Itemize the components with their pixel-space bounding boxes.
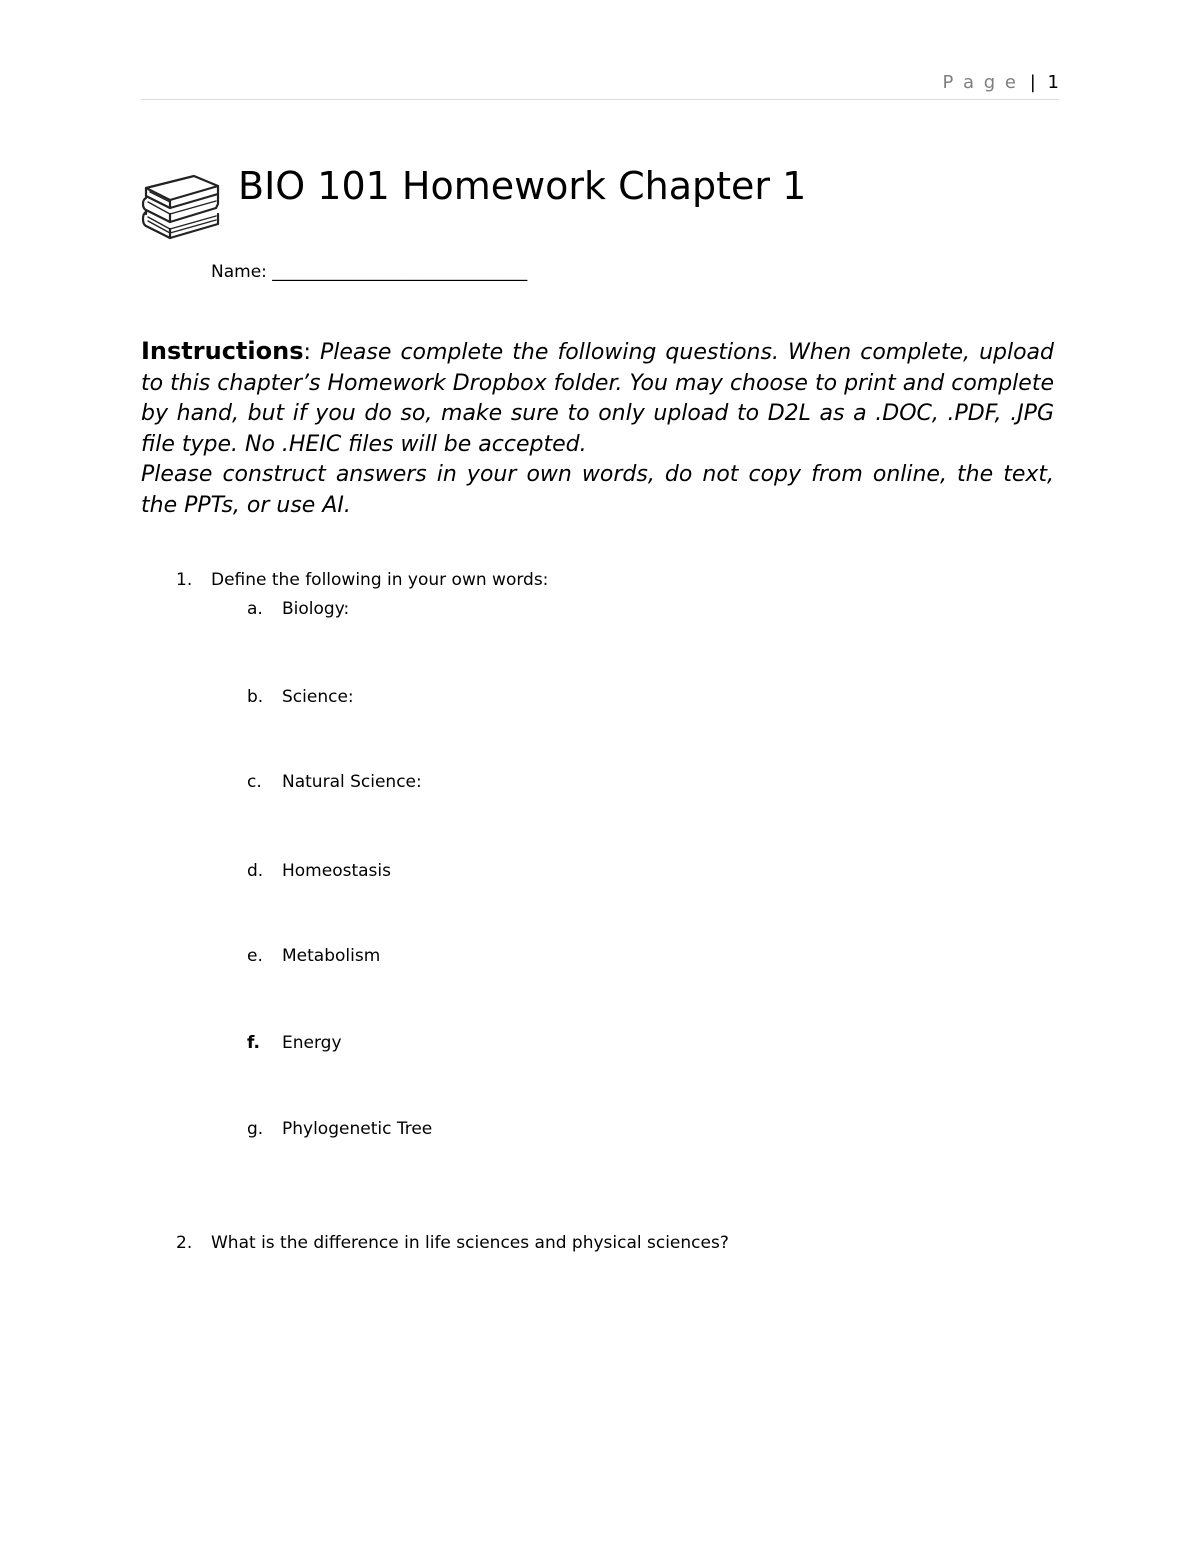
books-icon <box>140 168 222 242</box>
question-number: 2. <box>176 1233 193 1253</box>
item-term: Homeostasis <box>282 861 391 881</box>
instructions-text-1: Please complete the following questions. When complete, upload to this chapter’s Homework Dropbox folder. You may choose to print and complete by hand, but if you do so, make sure to only upload to D2L as a .DOC, .PDF, .JPG file type. No .HEIC files will be accepted. <box>141 340 1054 457</box>
header-rule <box>141 99 1059 100</box>
item-letter: e. <box>247 946 263 966</box>
item-term: Metabolism <box>282 946 381 966</box>
page-number: 1 <box>1047 72 1059 93</box>
item-letter: g. <box>247 1119 264 1139</box>
question-text: Define the following in your own words: <box>211 570 549 590</box>
item-term: Energy <box>282 1033 342 1053</box>
question-text: What is the difference in life sciences and physical sciences? <box>211 1233 729 1253</box>
question-number: 1. <box>176 570 193 590</box>
item-letter: b. <box>247 687 264 707</box>
item-letter: d. <box>247 861 264 881</box>
item-term: Science: <box>282 687 354 707</box>
item-term: Biology: <box>282 599 350 619</box>
item-letter: c. <box>247 772 262 792</box>
page-separator: | <box>1029 72 1036 93</box>
instructions-label: Instructions <box>141 337 304 365</box>
page-label: P a g e <box>942 72 1018 93</box>
document-title: BIO 101 Homework Chapter 1 <box>238 164 807 208</box>
instructions-paragraph-1 <box>141 336 1054 460</box>
name-field-line: Name: ______________________________ <box>211 262 528 282</box>
item-term: Phylogenetic Tree <box>282 1119 433 1139</box>
instructions-block <box>141 336 1054 521</box>
item-letter: f. <box>247 1033 260 1053</box>
instructions-colon: : <box>303 340 311 365</box>
instructions-text-2: Please construct answers in your own words, do not copy from online, the text, the PPTs, or use AI. <box>141 462 1054 518</box>
item-letter: a. <box>247 599 263 619</box>
instructions-paragraph-2 <box>141 460 1054 521</box>
item-term: Natural Science: <box>282 772 422 792</box>
page-header <box>942 72 1059 93</box>
